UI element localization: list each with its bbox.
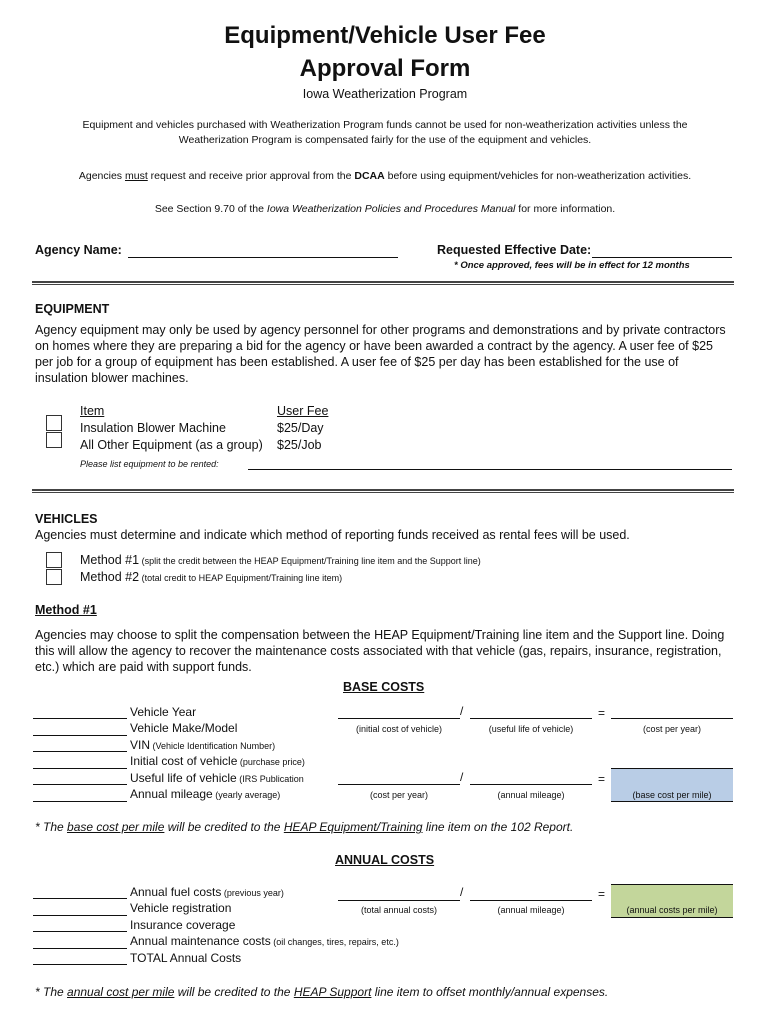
method-2-note: (total credit to HEAP Equipment/Training line item) xyxy=(139,573,343,583)
base-field-label-text: VIN xyxy=(130,738,151,752)
divide-sign: / xyxy=(460,704,464,718)
checkbox-other-equipment[interactable] xyxy=(46,432,62,448)
note-underlined: HEAP Support xyxy=(293,985,372,999)
calc-label: (total annual costs) xyxy=(360,905,438,915)
vehicle-make-model-field[interactable] xyxy=(33,735,127,736)
divider xyxy=(32,281,734,285)
approval-text-pre: Agencies xyxy=(78,170,125,182)
column-header-fee: User Fee xyxy=(277,404,329,418)
calc-label: (annual costs per mile) xyxy=(626,905,718,915)
annual-costs-heading: ANNUAL COSTS xyxy=(335,853,435,867)
approval-notice xyxy=(0,170,770,182)
annual-field-label-text: Annual fuel costs xyxy=(130,885,222,899)
method-1-paragraph xyxy=(35,627,735,675)
vehicles-intro: Agencies must determine and indicate which method of reporting funds received as rental fees will be used. xyxy=(35,528,630,542)
calc-initial-cost-field[interactable] xyxy=(338,718,460,719)
calc-annual-mileage-field[interactable] xyxy=(470,900,592,901)
vehicles-heading: VEHICLES xyxy=(35,512,98,526)
base-field-note: (yearly average) xyxy=(212,790,281,800)
calc-cost-per-year-field[interactable] xyxy=(338,784,460,785)
annual-field-note: (previous year) xyxy=(221,888,284,898)
annual-field-label-text: Vehicle registration xyxy=(130,901,232,915)
note-text: line item on the 102 Report. xyxy=(422,820,574,834)
manual-title: Iowa Weatherization Policies and Procedures Manual xyxy=(266,203,516,215)
equipment-para-line: insulation blower machines. xyxy=(35,371,189,385)
divide-sign: / xyxy=(460,770,464,784)
equipment-paragraph xyxy=(35,322,735,386)
useful-life-field[interactable] xyxy=(33,784,127,785)
base-field-label-text: Annual mileage xyxy=(130,787,213,801)
agency-name-field[interactable] xyxy=(128,257,398,258)
calc-total-annual-field[interactable] xyxy=(338,900,460,901)
equipment-row-item: All Other Equipment (as a group) xyxy=(80,438,263,452)
agency-name-label: Agency Name: xyxy=(35,243,122,257)
effective-date-field[interactable] xyxy=(592,257,732,258)
vin-field[interactable] xyxy=(33,751,127,752)
divide-sign: / xyxy=(460,885,464,899)
note-underlined: base cost per mile xyxy=(67,820,165,834)
calc-useful-life-field[interactable] xyxy=(470,718,592,719)
calc-label: (cost per year) xyxy=(642,724,702,734)
annual-fuel-field[interactable] xyxy=(33,898,127,899)
annual-field-label xyxy=(130,901,231,915)
annual-field-label-text: Insurance coverage xyxy=(130,918,236,932)
method-2-option xyxy=(80,570,342,584)
equipment-para-line: on homes where they are preparing a bid for the agency or have been awarded a contract by the agency. A user fee of $25 xyxy=(35,339,713,353)
base-field-label-text: Useful life of vehicle xyxy=(130,771,237,785)
base-field-label xyxy=(130,705,196,719)
see-text-pre: See Section 9.70 of the xyxy=(154,203,267,215)
intro-line-1: Equipment and vehicles purchased with Weatherization Program funds cannot be used for non-weatherization activities unless the xyxy=(82,119,688,131)
equals-sign: = xyxy=(598,887,606,901)
annual-field-label xyxy=(130,951,241,965)
note-text: will be credited to the xyxy=(164,820,284,834)
calc-label: (useful life of vehicle) xyxy=(488,724,574,734)
base-field-label xyxy=(130,787,280,801)
see-text-post: for more information. xyxy=(515,203,616,215)
annual-field-label xyxy=(130,918,235,932)
equals-sign: = xyxy=(598,772,606,786)
method-2-label: Method #2 xyxy=(80,570,140,584)
effective-date-note: * Once approved, fees will be in effect for 12 months xyxy=(454,260,690,271)
base-field-note: (Vehicle Identification Number) xyxy=(150,741,276,751)
divider xyxy=(32,489,734,493)
annual-field-label xyxy=(130,934,399,948)
method-1-para-line: Agencies may choose to split the compensation between the HEAP Equipment/Training line item and the Support line. Doing xyxy=(35,628,725,642)
note-text: * The xyxy=(35,820,68,834)
calc-label: (base cost per mile) xyxy=(632,790,712,800)
base-field-label-text: Vehicle Make/Model xyxy=(130,721,238,735)
annual-field-label xyxy=(130,885,284,899)
base-field-note: (IRS Publication xyxy=(236,774,304,784)
checkbox-method-2[interactable] xyxy=(46,569,62,585)
method-1-label: Method #1 xyxy=(80,553,140,567)
registration-field[interactable] xyxy=(33,915,127,916)
annual-cost-note xyxy=(35,985,608,999)
equipment-row-fee: $25/Job xyxy=(277,438,322,452)
insurance-field[interactable] xyxy=(33,931,127,932)
approval-dcaa: DCAA xyxy=(354,170,385,182)
method-1-para-line: this will allow the agency to recover the maintenance costs associated with that vehicle (gas, repairs, insurance, registration, xyxy=(35,644,722,658)
calc-label: (initial cost of vehicle) xyxy=(355,724,443,734)
base-field-label xyxy=(130,771,304,785)
total-annual-field[interactable] xyxy=(33,964,127,965)
base-field-note: (purchase price) xyxy=(237,757,305,767)
approval-must: must xyxy=(124,170,148,182)
annual-field-label-text: TOTAL Annual Costs xyxy=(130,951,242,965)
vehicle-year-field[interactable] xyxy=(33,718,127,719)
form-title-line1: Equipment/Vehicle User Fee xyxy=(224,22,546,49)
annual-field-label-text: Annual maintenance costs xyxy=(130,934,271,948)
method-1-heading: Method #1 xyxy=(35,603,97,617)
note-underlined: annual cost per mile xyxy=(67,985,175,999)
note-text: line item to offset monthly/annual expenses. xyxy=(371,985,609,999)
column-header-item: Item xyxy=(80,404,105,418)
equipment-list-field[interactable] xyxy=(248,469,732,470)
effective-date-label: Requested Effective Date: xyxy=(437,243,592,257)
initial-cost-field[interactable] xyxy=(33,768,127,769)
annual-field-note: (oil changes, tires, repairs, etc.) xyxy=(270,937,399,947)
calc-label: (cost per year) xyxy=(369,790,429,800)
manual-reference xyxy=(0,203,770,215)
base-field-label xyxy=(130,754,305,768)
checkbox-method-1[interactable] xyxy=(46,552,62,568)
method-1-option xyxy=(80,553,481,567)
base-field-label xyxy=(130,721,237,735)
maintenance-field[interactable] xyxy=(33,948,127,949)
equipment-row-fee: $25/Day xyxy=(277,421,324,435)
annual-mileage-field[interactable] xyxy=(33,801,127,802)
equals-sign: = xyxy=(598,706,606,720)
note-text: * The xyxy=(35,985,68,999)
calc-label: (annual mileage) xyxy=(497,905,565,915)
note-underlined: HEAP Equipment/Training xyxy=(283,820,423,834)
note-text: will be credited to the xyxy=(174,985,294,999)
form-title-line2: Approval Form xyxy=(299,55,471,82)
base-field-label xyxy=(130,738,275,752)
calc-label: (annual mileage) xyxy=(497,790,565,800)
equipment-para-line: per job for a group of equipment has been established. A user fee of $25 per day has been established for the use of xyxy=(35,355,679,369)
equipment-heading: EQUIPMENT xyxy=(35,302,110,316)
approval-text-mid: request and receive prior approval from the xyxy=(147,170,355,182)
checkbox-blower-machine[interactable] xyxy=(46,415,62,431)
base-costs-heading: BASE COSTS xyxy=(343,680,425,694)
base-cost-note xyxy=(35,820,573,834)
program-subtitle: Iowa Weatherization Program xyxy=(302,87,468,101)
equipment-row-item: Insulation Blower Machine xyxy=(80,421,226,435)
intro-line-2: Weatherization Program is compensated fairly for the use of the equipment and vehicles. xyxy=(178,134,592,146)
base-field-label-text: Vehicle Year xyxy=(130,705,197,719)
calc-annual-mileage-field[interactable] xyxy=(470,784,592,785)
base-field-label-text: Initial cost of vehicle xyxy=(130,754,238,768)
calc-cost-per-year-field[interactable] xyxy=(611,718,733,719)
approval-text-post: before using equipment/vehicles for non-weatherization activities. xyxy=(384,170,692,182)
method-1-note: (split the credit between the HEAP Equipment/Training line item and the Support line) xyxy=(139,556,481,566)
equipment-para-line: Agency equipment may only be used by agency personnel for other programs and demonstrations and by private contractors xyxy=(35,323,726,337)
equipment-list-label: Please list equipment to be rented: xyxy=(80,459,219,469)
method-1-para-line: etc.) which are paid with support funds. xyxy=(35,660,252,674)
